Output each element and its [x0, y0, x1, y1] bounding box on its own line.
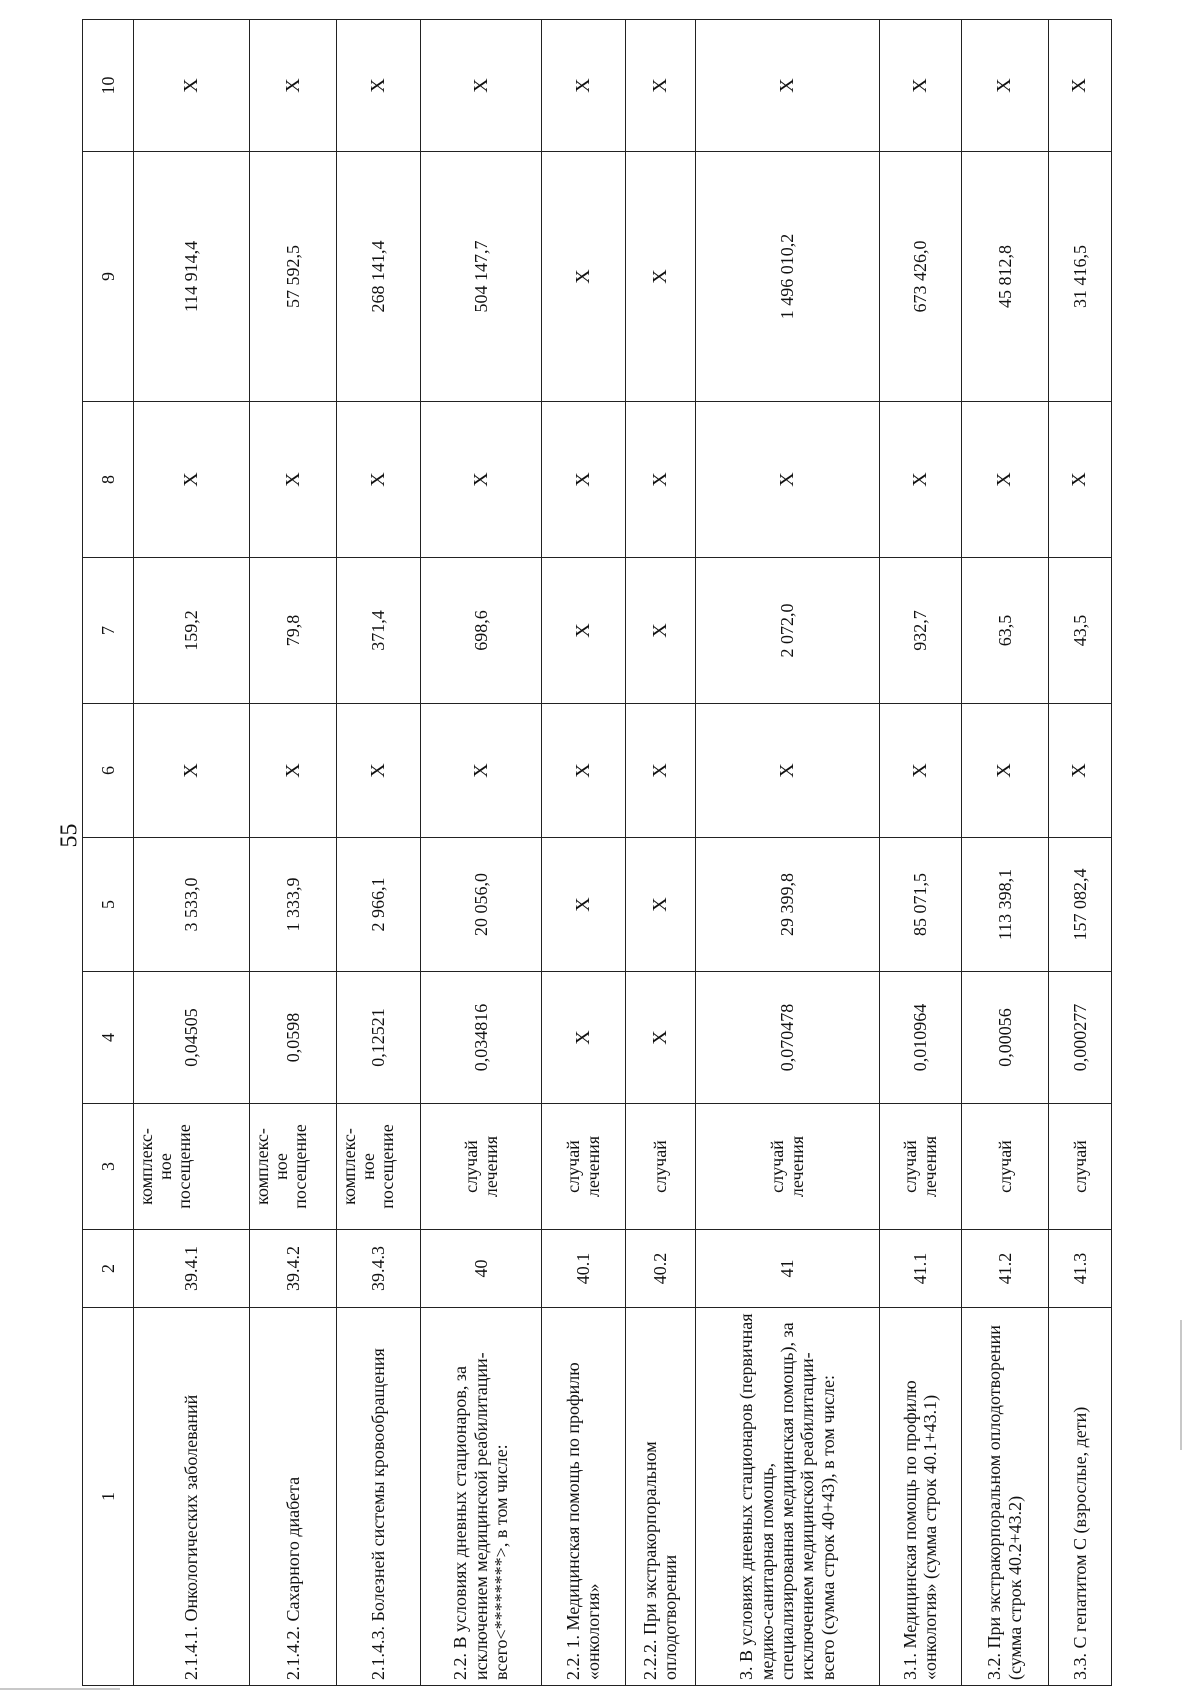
line-number-cell: 41.1	[879, 1230, 961, 1308]
value-cell-10: X	[336, 20, 420, 152]
value-cell-5: 113 398,1	[961, 838, 1048, 972]
scan-edge-mark	[1180, 1320, 1182, 1450]
table-row	[134, 20, 250, 1686]
value-cell-8: X	[250, 402, 337, 558]
value-cell-9: 57 592,5	[250, 152, 337, 402]
value-cell-7: X	[541, 558, 625, 704]
value-cell-8: X	[879, 402, 961, 558]
unit-cell	[1048, 1104, 1111, 1230]
unit-cell	[626, 1104, 696, 1230]
column-header: 3	[83, 1104, 134, 1230]
row-name-cell: 3. В условиях дневных стационаров (первичная медико-санитарная помощь, специализированная медицинская помощь), за исключением медицинской реабилитации-всего (сумма строк 40+43), в том числе:	[695, 1308, 879, 1686]
unit-cell	[421, 1104, 541, 1230]
unit-cell	[250, 1104, 337, 1230]
value-cell-6: X	[336, 704, 420, 838]
row-name-cell: 2.2. 1. Медицинская помощь по профилю «онкология»	[541, 1308, 625, 1686]
unit-cell	[961, 1104, 1048, 1230]
unit-cell	[879, 1104, 961, 1230]
column-header: 6	[83, 704, 134, 838]
unit-text: случай лечения	[899, 1135, 941, 1198]
value-cell-6: X	[695, 704, 879, 838]
value-cell-6: X	[541, 704, 625, 838]
unit-text: случай лечения	[766, 1135, 808, 1198]
value-cell-7: 79,8	[250, 558, 337, 704]
value-cell-4: 0,000277	[1048, 972, 1111, 1104]
value-cell-7: 932,7	[879, 558, 961, 704]
value-cell-9: 673 426,0	[879, 152, 961, 402]
line-number-cell: 41.2	[961, 1230, 1048, 1308]
table-row	[879, 20, 961, 1686]
value-cell-9: 31 416,5	[1048, 152, 1111, 402]
value-cell-6: X	[250, 704, 337, 838]
unit-text: комплекс- ное посещение	[252, 1124, 310, 1209]
line-number-cell: 40.1	[541, 1230, 625, 1308]
unit-cell	[695, 1104, 879, 1230]
value-cell-5: X	[626, 838, 696, 972]
value-cell-7: X	[626, 558, 696, 704]
header-row	[83, 20, 134, 1686]
row-name-cell: 2.1.4.3. Болезней системы кровообращения	[336, 1308, 420, 1686]
value-cell-8: X	[336, 402, 420, 558]
value-cell-9: X	[541, 152, 625, 402]
value-cell-10: X	[879, 20, 961, 152]
unit-text: случай лечения	[460, 1135, 501, 1198]
line-number-cell: 41.3	[1048, 1230, 1111, 1308]
value-cell-4: 0,12521	[336, 972, 420, 1104]
value-cell-8: X	[421, 402, 541, 558]
value-cell-6: X	[879, 704, 961, 838]
value-cell-7: 63,5	[961, 558, 1048, 704]
value-cell-6: X	[961, 704, 1048, 838]
value-cell-9: 45 812,8	[961, 152, 1048, 402]
line-number-cell: 40.2	[626, 1230, 696, 1308]
scan-edge-mark	[0, 1688, 120, 1690]
value-cell-10: X	[134, 20, 250, 152]
value-cell-10: X	[541, 20, 625, 152]
line-number-cell: 40	[421, 1230, 541, 1308]
unit-text: комплекс- ное посещение	[338, 1124, 397, 1209]
value-cell-10: X	[1048, 20, 1111, 152]
column-header: 8	[83, 402, 134, 558]
value-cell-4: 0,034816	[421, 972, 541, 1104]
unit-cell	[134, 1104, 250, 1230]
value-cell-6: X	[134, 704, 250, 838]
value-cell-4: X	[626, 972, 696, 1104]
value-cell-4: 0,0598	[250, 972, 337, 1104]
value-cell-9: X	[626, 152, 696, 402]
value-cell-4: 0,00056	[961, 972, 1048, 1104]
table-row	[250, 20, 337, 1686]
value-cell-7: 2 072,0	[695, 558, 879, 704]
unit-text: случай	[994, 1140, 1015, 1193]
unit-cell	[336, 1104, 420, 1230]
unit-text: случай	[650, 1140, 671, 1193]
table-row	[336, 20, 420, 1686]
value-cell-9: 114 914,4	[134, 152, 250, 402]
column-header: 5	[83, 838, 134, 972]
value-cell-7: 698,6	[421, 558, 541, 704]
value-cell-4: X	[541, 972, 625, 1104]
line-number-cell: 39.4.2	[250, 1230, 337, 1308]
value-cell-5: 157 082,4	[1048, 838, 1111, 972]
value-cell-5: 29 399,8	[695, 838, 879, 972]
column-header: 10	[83, 20, 134, 152]
value-cell-10: X	[250, 20, 337, 152]
value-cell-8: X	[626, 402, 696, 558]
data-table	[82, 19, 1112, 1686]
value-cell-5: 2 966,1	[336, 838, 420, 972]
value-cell-9: 1 496 010,2	[695, 152, 879, 402]
unit-cell	[541, 1104, 625, 1230]
column-header: 4	[83, 972, 134, 1104]
value-cell-4: 0,010964	[879, 972, 961, 1104]
value-cell-10: X	[695, 20, 879, 152]
row-name-cell: 2.1.4.2. Сахарного диабета	[250, 1308, 337, 1686]
unit-text: случай лечения	[563, 1135, 604, 1198]
unit-text: комплекс- ное посещение	[136, 1124, 194, 1209]
value-cell-8: X	[961, 402, 1048, 558]
rotated-table-container	[82, 20, 1112, 1686]
column-header: 7	[83, 558, 134, 704]
table-row	[695, 20, 879, 1686]
table-row	[421, 20, 541, 1686]
value-cell-10: X	[421, 20, 541, 152]
value-cell-5: 1 333,9	[250, 838, 337, 972]
column-header: 1	[83, 1308, 134, 1686]
value-cell-4: 0,070478	[695, 972, 879, 1104]
value-cell-8: X	[541, 402, 625, 558]
line-number-cell: 39.4.1	[134, 1230, 250, 1308]
value-cell-6: X	[626, 704, 696, 838]
value-cell-10: X	[626, 20, 696, 152]
value-cell-5: 3 533,0	[134, 838, 250, 972]
value-cell-7: 371,4	[336, 558, 420, 704]
table-row	[1048, 20, 1111, 1686]
column-header: 9	[83, 152, 134, 402]
line-number-cell: 41	[695, 1230, 879, 1308]
table-row	[626, 20, 696, 1686]
value-cell-9: 504 147,7	[421, 152, 541, 402]
row-name-cell: 3.3. С гепатитом С (взрослые, дети)	[1048, 1308, 1111, 1686]
table-row	[961, 20, 1048, 1686]
table-row	[541, 20, 625, 1686]
value-cell-9: 268 141,4	[336, 152, 420, 402]
value-cell-6: X	[421, 704, 541, 838]
line-number-cell: 39.4.3	[336, 1230, 420, 1308]
value-cell-10: X	[961, 20, 1048, 152]
value-cell-8: X	[695, 402, 879, 558]
page-number: 55	[56, 823, 83, 848]
value-cell-6: X	[1048, 704, 1111, 838]
unit-text: случай	[1069, 1140, 1090, 1193]
row-name-cell: 2.1.4.1. Онкологических заболеваний	[134, 1308, 250, 1686]
column-header: 2	[83, 1230, 134, 1308]
value-cell-5: 85 071,5	[879, 838, 961, 972]
row-name-cell: 2.2. В условиях дневных стационаров, за исключением медицинской реабилитации-всего<********>, в том числе:	[421, 1308, 541, 1686]
value-cell-7: 159,2	[134, 558, 250, 704]
value-cell-8: X	[1048, 402, 1111, 558]
row-name-cell: 3.2. При экстракорпоральном оплодотворении (сумма строк 40.2+43.2)	[961, 1308, 1048, 1686]
row-name-cell: 2.2.2. При экстракорпоральном оплодотворении	[626, 1308, 696, 1686]
value-cell-5: X	[541, 838, 625, 972]
value-cell-7: 43,5	[1048, 558, 1111, 704]
row-name-cell: 3.1. Медицинская помощь по профилю «онкология» (сумма строк 40.1+43.1)	[879, 1308, 961, 1686]
value-cell-5: 20 056,0	[421, 838, 541, 972]
value-cell-4: 0,04505	[134, 972, 250, 1104]
value-cell-8: X	[134, 402, 250, 558]
